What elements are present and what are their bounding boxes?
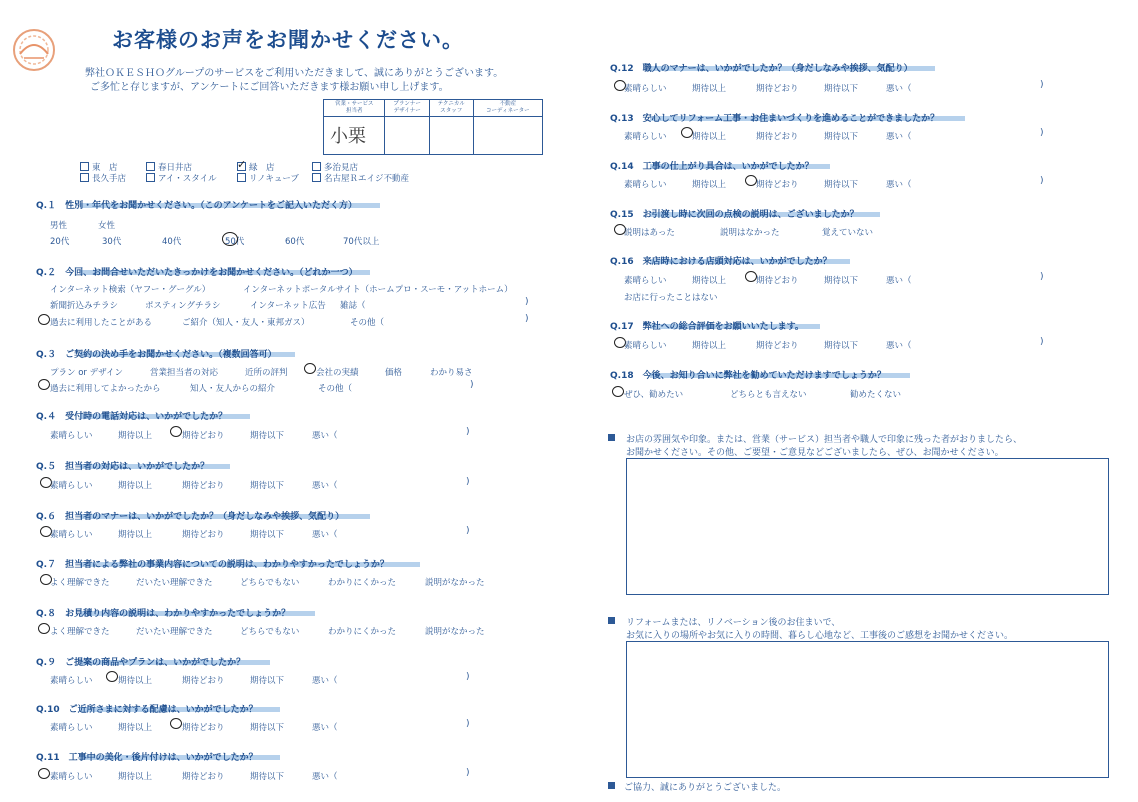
q15-option[interactable]: 覚えていない (822, 228, 874, 238)
q8-option[interactable]: どちらでもない (240, 627, 300, 637)
paren-close: ) (1040, 176, 1044, 186)
q16-extra-option[interactable]: お店に行ったことはない (624, 293, 718, 303)
q2-option[interactable]: ご紹介（知人・友人・東邦ガス） (182, 318, 310, 328)
answer-mark (304, 363, 316, 374)
checkbox[interactable] (80, 162, 89, 171)
q1-option[interactable]: 女性 (98, 221, 116, 231)
section-bullet (608, 434, 615, 441)
q17-option[interactable]: 期待以下 (824, 341, 859, 351)
answer-mark (170, 718, 182, 729)
q3-option[interactable]: プラン or デザイン (50, 368, 124, 378)
q4-option[interactable]: 期待どおり (182, 431, 225, 441)
q6-option[interactable]: 素晴らしい (50, 530, 93, 540)
q2-option[interactable]: インターネットポータルサイト（ホームプロ・スーモ・アットホーム） (243, 285, 513, 295)
q15-option[interactable]: 説明はなかった (720, 228, 780, 238)
q16-option[interactable]: 期待以上 (692, 276, 727, 286)
q1-option[interactable]: 20代 (50, 237, 70, 247)
q6-option[interactable]: 期待どおり (182, 530, 225, 540)
checkbox[interactable] (146, 162, 155, 171)
q7-option[interactable]: どちらでもない (240, 578, 300, 588)
q3-option[interactable]: 会社の実績 (316, 368, 359, 378)
paren-close: ) (466, 526, 470, 536)
q11-option[interactable]: 期待以下 (250, 772, 285, 782)
free-text-1-box[interactable] (626, 458, 1109, 595)
q9-option[interactable]: 素晴らしい (50, 676, 93, 686)
question-q5: Q.５ 担当者の対応は、いかがでしたか？ (36, 462, 210, 472)
q3-option[interactable]: 知人・友人からの紹介 (190, 384, 276, 394)
store-option[interactable]: 東 店 (80, 161, 118, 173)
q1-option[interactable]: 40代 (162, 237, 182, 247)
checkbox-checked[interactable]: ✓ (237, 158, 247, 171)
q8-option[interactable]: よく理解できた (50, 627, 110, 637)
q7-option[interactable]: よく理解できた (50, 578, 110, 588)
answer-mark (38, 623, 50, 634)
q13-option[interactable]: 期待以下 (824, 132, 859, 142)
paren-close: ) (525, 314, 529, 324)
q12-option[interactable]: 期待どおり (756, 84, 799, 94)
q11-option[interactable]: 期待どおり (182, 772, 225, 782)
answer-mark (38, 314, 50, 325)
q3-option[interactable]: 近所の評判 (245, 368, 288, 378)
answer-mark (38, 768, 50, 779)
q1-option[interactable]: 50代 (225, 237, 245, 247)
q7-option[interactable]: 説明がなかった (425, 578, 485, 588)
question-q13: Q.13 安心してリフォーム工事・お住まいづくりを進めることができましたか？ (610, 114, 940, 124)
store-option[interactable]: 春日井店 (146, 161, 192, 173)
q11-option[interactable]: 素晴らしい (50, 772, 93, 782)
question-q11: Q.11 工事中の美化・後片付けは、いかがでしたか？ (36, 753, 258, 763)
checkbox[interactable] (80, 173, 89, 182)
paren-close: ) (466, 427, 470, 437)
q2-option[interactable]: 新聞折込みチラシ (50, 301, 119, 311)
q17-option[interactable]: 素晴らしい (624, 341, 667, 351)
q5-option[interactable]: 期待以下 (250, 481, 285, 491)
answer-mark (38, 379, 50, 390)
checkbox[interactable] (237, 173, 246, 182)
staff-cell-technical[interactable] (429, 117, 473, 155)
q4-option[interactable]: 期待以上 (118, 431, 153, 441)
q3-option[interactable]: 営業担当者の対応 (150, 368, 219, 378)
paren-close: ) (1040, 272, 1044, 282)
q11-option[interactable]: 期待以上 (118, 772, 153, 782)
q8-option[interactable]: だいたい理解できた (136, 627, 213, 637)
question-q12: Q.12 職人のマナーは、いかがでしたか？（身だしなみや挨拶、気配り） (610, 64, 913, 74)
answer-mark (222, 232, 238, 246)
q14-option[interactable]: 悪い（ (886, 180, 912, 190)
staff-header-technical: テクニカル スタッフ (429, 100, 473, 117)
question-q8: Q.８ お見積り内容の説明は、わかりやすかったでしょうか？ (36, 609, 291, 619)
paren-close: ) (466, 768, 470, 778)
store-option[interactable]: 長久手店 (80, 172, 126, 184)
q17-option[interactable]: 期待どおり (756, 341, 799, 351)
q2-option[interactable]: インターネット検索（ヤフー・グーグル） (50, 285, 211, 295)
q9-option[interactable]: 期待どおり (182, 676, 225, 686)
q2-option[interactable]: 雑誌（ (340, 301, 366, 311)
q16-option[interactable]: 期待以下 (824, 276, 859, 286)
answer-mark (612, 386, 624, 397)
staff-cell-planner[interactable] (385, 117, 429, 155)
answer-mark (170, 426, 182, 437)
q16-option[interactable]: 期待どおり (756, 276, 799, 286)
q10-option[interactable]: 期待以下 (250, 723, 285, 733)
q12-option[interactable]: 悪い（ (886, 84, 912, 94)
q17-option[interactable]: 悪い（ (886, 341, 912, 351)
paren-close: ) (466, 477, 470, 487)
checkbox[interactable] (146, 173, 155, 182)
q13-option[interactable]: 悪い（ (886, 132, 912, 142)
q7-option[interactable]: わかりにくかった (328, 578, 397, 588)
question-q1: Q.１ 性別・年代をお聞かせください。（このアンケートをご記入いただく方） (36, 201, 358, 211)
q8-option[interactable]: 説明がなかった (425, 627, 485, 637)
q16-option[interactable]: 素晴らしい (624, 276, 667, 286)
q1-option[interactable]: 30代 (102, 237, 122, 247)
q18-option[interactable]: どちらとも言えない (730, 390, 807, 400)
question-q15: Q.15 お引渡し時に次回の点検の説明は、ございましたか？ (610, 210, 859, 220)
intro-line-2: ご多忙と存じますが、アンケートにご回答いただきます様お願い申し上げます。 (90, 82, 449, 93)
section-bullet (608, 782, 615, 789)
question-q3: Q.３ ご契約の決め手をお聞かせください。（複数回答可） (36, 350, 277, 360)
q14-option[interactable]: 期待どおり (756, 180, 799, 190)
q5-option[interactable]: 悪い（ (312, 481, 338, 491)
q14-option[interactable]: 素晴らしい (624, 180, 667, 190)
q4-option[interactable]: 悪い（ (312, 431, 338, 441)
q7-option[interactable]: だいたい理解できた (136, 578, 213, 588)
q3-option[interactable]: わかり易さ (430, 368, 473, 378)
thanks-text: ご協力、誠にありがとうございました。 (624, 783, 787, 793)
paren-close: ) (1040, 337, 1044, 347)
store-option[interactable]: アイ・スタイル (146, 172, 217, 184)
store-option[interactable]: リノキューブ (237, 172, 299, 184)
q3-option[interactable]: 価格 (385, 368, 403, 378)
q18-option[interactable]: 勧めたくない (850, 390, 902, 400)
q13-option[interactable]: 期待以上 (692, 132, 727, 142)
q3-option[interactable]: その他（ (318, 384, 353, 394)
question-q14: Q.14 工事の仕上がり具合は、いかがでしたか？ (610, 162, 814, 172)
intro-line-1: 弊社ＯＫＥＳＨＯグループのサービスをご利用いただきまして、誠にありがとうございます。 (85, 68, 504, 79)
q14-option[interactable]: 期待以下 (824, 180, 859, 190)
question-q7: Q.７ 担当者による弊社の事業内容についての説明は、わかりやすかったでしょうか？ (36, 560, 389, 570)
store-option[interactable]: 名古屋Ｒエイジ不動産 (312, 172, 409, 184)
answer-mark (106, 671, 118, 682)
question-q17: Q.17 弊社への総合評価をお願いいたします。 (610, 322, 804, 332)
q5-option[interactable]: 期待以上 (118, 481, 153, 491)
q10-option[interactable]: 期待以上 (118, 723, 153, 733)
q12-option[interactable]: 素晴らしい (624, 84, 667, 94)
question-q18: Q.18 今後、お知り合いに弊社を勧めていただけますでしょうか？ (610, 371, 886, 381)
q9-option[interactable]: 悪い（ (312, 676, 338, 686)
q2-option[interactable]: インターネット広告 (250, 301, 326, 311)
staff-header-planner: プランナー デザイナー (385, 100, 429, 117)
free-text-1-prompt-line1: お店の雰囲気や印象。または、営業（サービス）担当者や職人で印象に残った者がおりましたら、 (626, 435, 1023, 445)
q5-option[interactable]: 期待どおり (182, 481, 225, 491)
store-option[interactable]: 多治見店 (312, 161, 358, 173)
q2-option[interactable]: ポスティングチラシ (145, 301, 221, 311)
question-q10: Q.10 ご近所さまに対する配慮は、いかがでしたか？ (36, 705, 258, 715)
free-text-2-prompt-line2: お気に入りの場所やお気に入りの時間、暮らし心地など、工事後のご感想をお聞かせください。 (626, 631, 1014, 641)
q18-option[interactable]: ぜひ、勧めたい (624, 390, 684, 400)
staff-header-sales: 営業・サービス 担当者 (324, 100, 385, 117)
paren-close: ) (466, 719, 470, 729)
staff-signature: 小栗 (330, 126, 366, 147)
free-text-2-box[interactable] (626, 641, 1109, 778)
q5-option[interactable]: 素晴らしい (50, 481, 93, 491)
section-bullet (608, 617, 615, 624)
q16-option[interactable]: 悪い（ (886, 276, 912, 286)
staff-cell-realestate[interactable] (473, 117, 542, 155)
paren-close: ) (525, 297, 529, 307)
q9-option[interactable]: 期待以下 (250, 676, 285, 686)
q6-option[interactable]: 期待以上 (118, 530, 153, 540)
q11-option[interactable]: 悪い（ (312, 772, 338, 782)
q14-option[interactable]: 期待以上 (692, 180, 727, 190)
q6-option[interactable]: 悪い（ (312, 530, 338, 540)
free-text-1-prompt-line2: お聞かせください。その他、ご要望・ご意見などございましたら、ぜひ、お聞かせください。 (626, 448, 1004, 458)
paren-close: ) (470, 380, 474, 390)
survey-title: お客様のお声をお聞かせください。 (112, 28, 464, 52)
q13-option[interactable]: 期待どおり (756, 132, 799, 142)
q10-option[interactable]: 悪い（ (312, 723, 338, 733)
checkbox[interactable] (312, 162, 321, 171)
q13-option[interactable]: 素晴らしい (624, 132, 667, 142)
question-q2: Q.２ 今回、お問合せいただいたきっかけをお聞かせください。（どれか一つ） (36, 268, 358, 278)
q12-option[interactable]: 期待以上 (692, 84, 727, 94)
q3-option[interactable]: 過去に利用してよかったから (50, 384, 161, 394)
q2-option[interactable]: その他（ (350, 318, 385, 328)
q4-option[interactable]: 素晴らしい (50, 431, 93, 441)
q12-option[interactable]: 期待以下 (824, 84, 859, 94)
q17-option[interactable]: 期待以上 (692, 341, 727, 351)
paren-close: ) (1040, 80, 1044, 90)
question-q6: Q.６ 担当者のマナーは、いかがでしたか？（身だしなみや挨拶、気配り） (36, 512, 345, 522)
q4-option[interactable]: 期待以下 (250, 431, 285, 441)
q1-option[interactable]: 60代 (285, 237, 305, 247)
q10-option[interactable]: 素晴らしい (50, 723, 93, 733)
free-text-2-prompt-line1: リフォームまたは、リノベーション後のお住まいで、 (626, 618, 841, 628)
store-option[interactable]: ✓ 緑 店 (237, 158, 275, 173)
q9-option[interactable]: 期待以上 (118, 676, 153, 686)
checkbox[interactable] (312, 173, 321, 182)
company-logo-stamp (8, 26, 60, 74)
q15-option[interactable]: 説明はあった (624, 228, 675, 238)
paren-close: ) (1040, 128, 1044, 138)
q2-option[interactable]: 過去に利用したことがある (50, 318, 153, 328)
staff-header-realestate: 不動産 コーディネーター (473, 100, 542, 117)
q6-option[interactable]: 期待以下 (250, 530, 285, 540)
paren-close: ) (466, 672, 470, 682)
q1-option[interactable]: 70代以上 (343, 237, 380, 247)
question-q9: Q.９ ご提案の商品やプランは、いかがでしたか？ (36, 658, 246, 668)
question-q16: Q.16 来店時における店頭対応は、いかがでしたか？ (610, 257, 832, 267)
q1-option[interactable]: 男性 (50, 221, 68, 231)
q10-option[interactable]: 期待どおり (182, 723, 225, 733)
q8-option[interactable]: わかりにくかった (328, 627, 397, 637)
question-q4: Q.４ 受付時の電話対応は、いかがでしたか？ (36, 412, 228, 422)
